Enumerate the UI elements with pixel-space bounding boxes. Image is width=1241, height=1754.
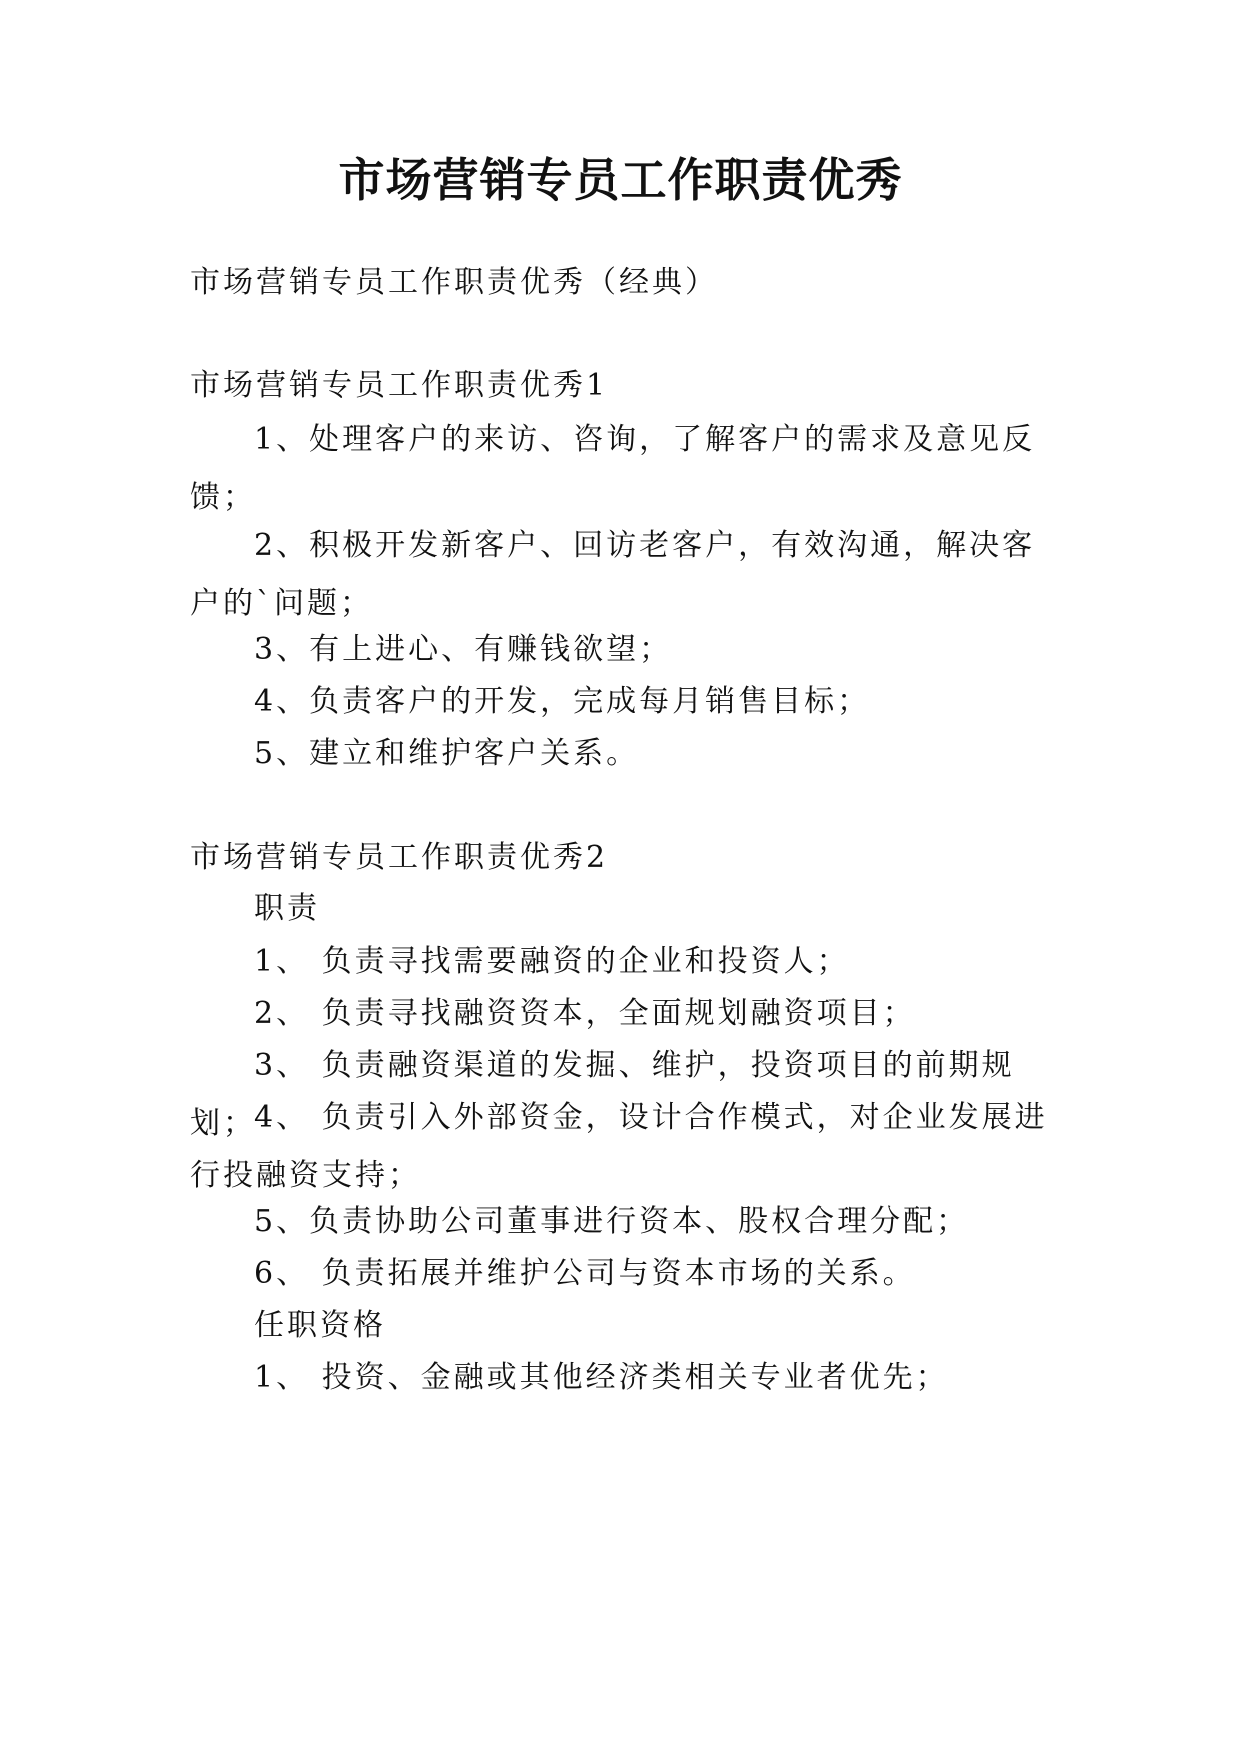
document-title: 市场营销专员工作职责优秀 [338,153,903,207]
section2-duty-3: 3、 负责融资渠道的发掘、维护，投资项目的前期规划； [190,1048,1015,1141]
section2-duty-4: 4、 负责引入外部资金，设计合作模式，对企业发展进行投融资支持； [190,1100,1048,1193]
section1-item-5: 5、建立和维护客户关系。 [254,736,640,771]
section1-item-2: 2、积极开发新客户、回访老客户，有效沟通，解决客户的`问题； [190,528,1036,621]
section1-heading: 市场营销专员工作职责优秀1 [190,368,609,403]
section2-duty-1: 1、 负责寻找需要融资的企业和投资人； [254,944,850,979]
section2-qualifications-label: 任职资格 [254,1308,386,1343]
section1-item-4: 4、负责客户的开发，完成每月销售目标； [254,684,871,719]
document-subtitle: 市场营销专员工作职责优秀（经典） [190,265,718,300]
section2-duty-6: 6、 负责拓展并维护公司与资本市场的关系。 [254,1256,916,1291]
section1-item-1: 1、处理客户的来访、咨询，了解客户的需求及意见反馈； [190,422,1036,515]
section2-duty-5: 5、负责协助公司董事进行资本、股权合理分配； [254,1204,970,1239]
section2-duty-2: 2、 负责寻找融资资本，全面规划融资项目； [254,996,916,1031]
section2-heading: 市场营销专员工作职责优秀2 [190,840,609,875]
section2-duties-label: 职责 [254,891,320,926]
section2-qualification-1: 1、 投资、金融或其他经济类相关专业者优先； [254,1360,949,1395]
section1-item-3: 3、有上进心、有赚钱欲望； [254,632,673,667]
